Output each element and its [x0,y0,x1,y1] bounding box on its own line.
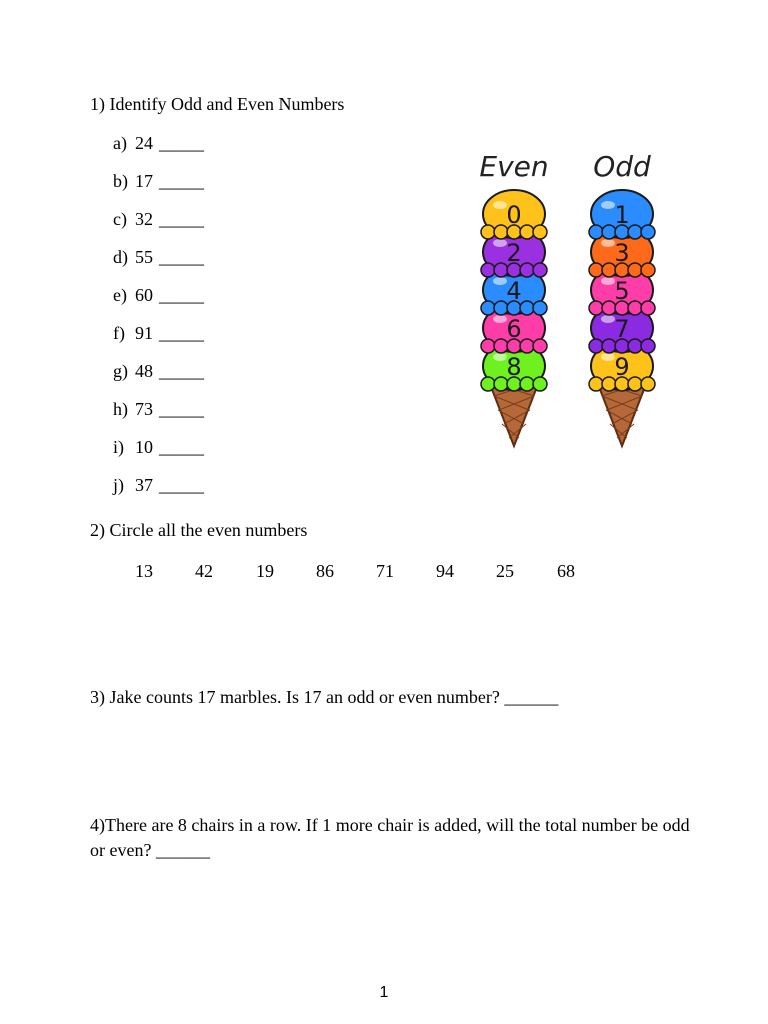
scoop-digit: 4 [506,277,522,305]
item-number: 10 [135,437,153,457]
scoop-drip [481,263,495,277]
item-number: 24 [135,133,153,153]
scoop-digit: 2 [506,239,522,267]
item-number: 32 [135,209,153,229]
scoop-drip [520,377,534,391]
answer-blank: _____ [159,361,204,381]
item-letter: a) [113,133,127,153]
answer-blank: _____ [159,247,204,267]
item-letter: i) [113,437,124,457]
answer-blank: _____ [159,209,204,229]
scoop-drip [641,263,655,277]
scoop-drip [641,225,655,239]
item-letter: j) [113,475,124,495]
even-candidate-number: 19 [256,561,274,581]
question-1-item [113,323,204,344]
even-candidate-number: 68 [557,561,575,581]
even-candidate-number: 13 [135,561,153,581]
answer-blank: _____ [159,133,204,153]
scoop-drip [589,339,603,353]
scoop-drip [533,225,547,239]
scoop-drip [589,225,603,239]
scoop-digit: 9 [614,353,630,381]
scoop-digit: 3 [614,239,630,267]
scoop-highlight [493,239,507,247]
scoop-drip [481,339,495,353]
question-1-item [113,171,204,192]
scoop-drip [520,225,534,239]
question-2-heading: 2) Circle all the even numbers [90,520,308,540]
scoop-drip [533,301,547,315]
item-letter: b) [113,171,128,191]
question-1-item [113,133,204,154]
scoop-digit: 0 [506,201,522,229]
scoop-drip [628,339,642,353]
item-letter: e) [113,285,127,305]
scoop-drip [589,301,603,315]
even-candidate-number: 25 [496,561,514,581]
scoop-drip [589,377,603,391]
scoop-drip [628,263,642,277]
scoop-highlight [601,201,615,209]
scoop-highlight [601,277,615,285]
item-letter: d) [113,247,128,267]
scoop-drip [589,263,603,277]
scoop-digit: 8 [506,353,522,381]
scoop-highlight [493,353,507,361]
odd-icecream-cone [589,190,655,446]
scoop-drip [520,339,534,353]
item-letter: h) [113,399,128,419]
item-letter: g) [113,361,128,381]
scoop-drip [533,377,547,391]
scoop-digit: 6 [506,315,522,343]
answer-blank: _____ [159,171,204,191]
scoop-drip [641,301,655,315]
scoop-drip [481,377,495,391]
question-3-text: 3) Jake counts 17 marbles. Is 17 an odd or even number? ______ [90,687,559,707]
scoop-drip [533,263,547,277]
item-letter: f) [113,323,125,343]
scoop-drip [641,339,655,353]
scoop-highlight [601,239,615,247]
odd-even-icecream-figure [472,142,684,450]
scoop-highlight [601,353,615,361]
answer-blank: _____ [159,399,204,419]
scoop-digit: 7 [614,315,630,343]
scoop-highlight [493,201,507,209]
answer-blank: _____ [159,323,204,343]
even-heading: Even [479,150,549,183]
question-1-item [113,399,204,420]
scoop-digit: 1 [614,201,630,229]
answer-blank: _____ [159,437,204,457]
answer-blank: _____ [159,285,204,305]
item-number: 55 [135,247,153,267]
scoop-drip [628,377,642,391]
item-number: 91 [135,323,153,343]
question-1-item [113,475,204,496]
item-letter: c) [113,209,127,229]
question-1-heading: 1) Identify Odd and Even Numbers [90,94,345,114]
item-number: 48 [135,361,153,381]
scoop-drip [628,225,642,239]
scoop-digit: 5 [614,277,630,305]
item-number: 17 [135,171,153,191]
question-1-item [113,285,204,306]
even-icecream-cone [481,190,547,446]
even-candidate-number: 42 [195,561,213,581]
scoop-drip [520,301,534,315]
scoop-drip [520,263,534,277]
question-4-text: 4)There are 8 chairs in a row. If 1 more chair is added, will the total number be odd or even? ______ [90,815,690,860]
item-number: 73 [135,399,153,419]
question-1-item [113,209,204,230]
scoop-drip [481,301,495,315]
even-candidate-number: 86 [316,561,334,581]
question-1-item [113,247,204,268]
scoop-highlight [601,315,615,323]
scoop-drip [481,225,495,239]
question-1-item [113,437,204,458]
scoop-drip [628,301,642,315]
icecream-illustration [472,142,684,450]
even-candidate-number: 71 [376,561,394,581]
ice-cream-scoop [589,190,655,239]
scoop-drip [533,339,547,353]
question-1-item [113,361,204,382]
even-candidate-number: 94 [436,561,454,581]
item-number: 60 [135,285,153,305]
scoop-drip [641,377,655,391]
scoop-highlight [493,277,507,285]
page-number: 1 [379,984,389,1001]
answer-blank: _____ [159,475,204,495]
odd-heading: Odd [593,150,651,183]
item-number: 37 [135,475,153,495]
scoop-highlight [493,315,507,323]
ice-cream-scoop [481,190,547,239]
